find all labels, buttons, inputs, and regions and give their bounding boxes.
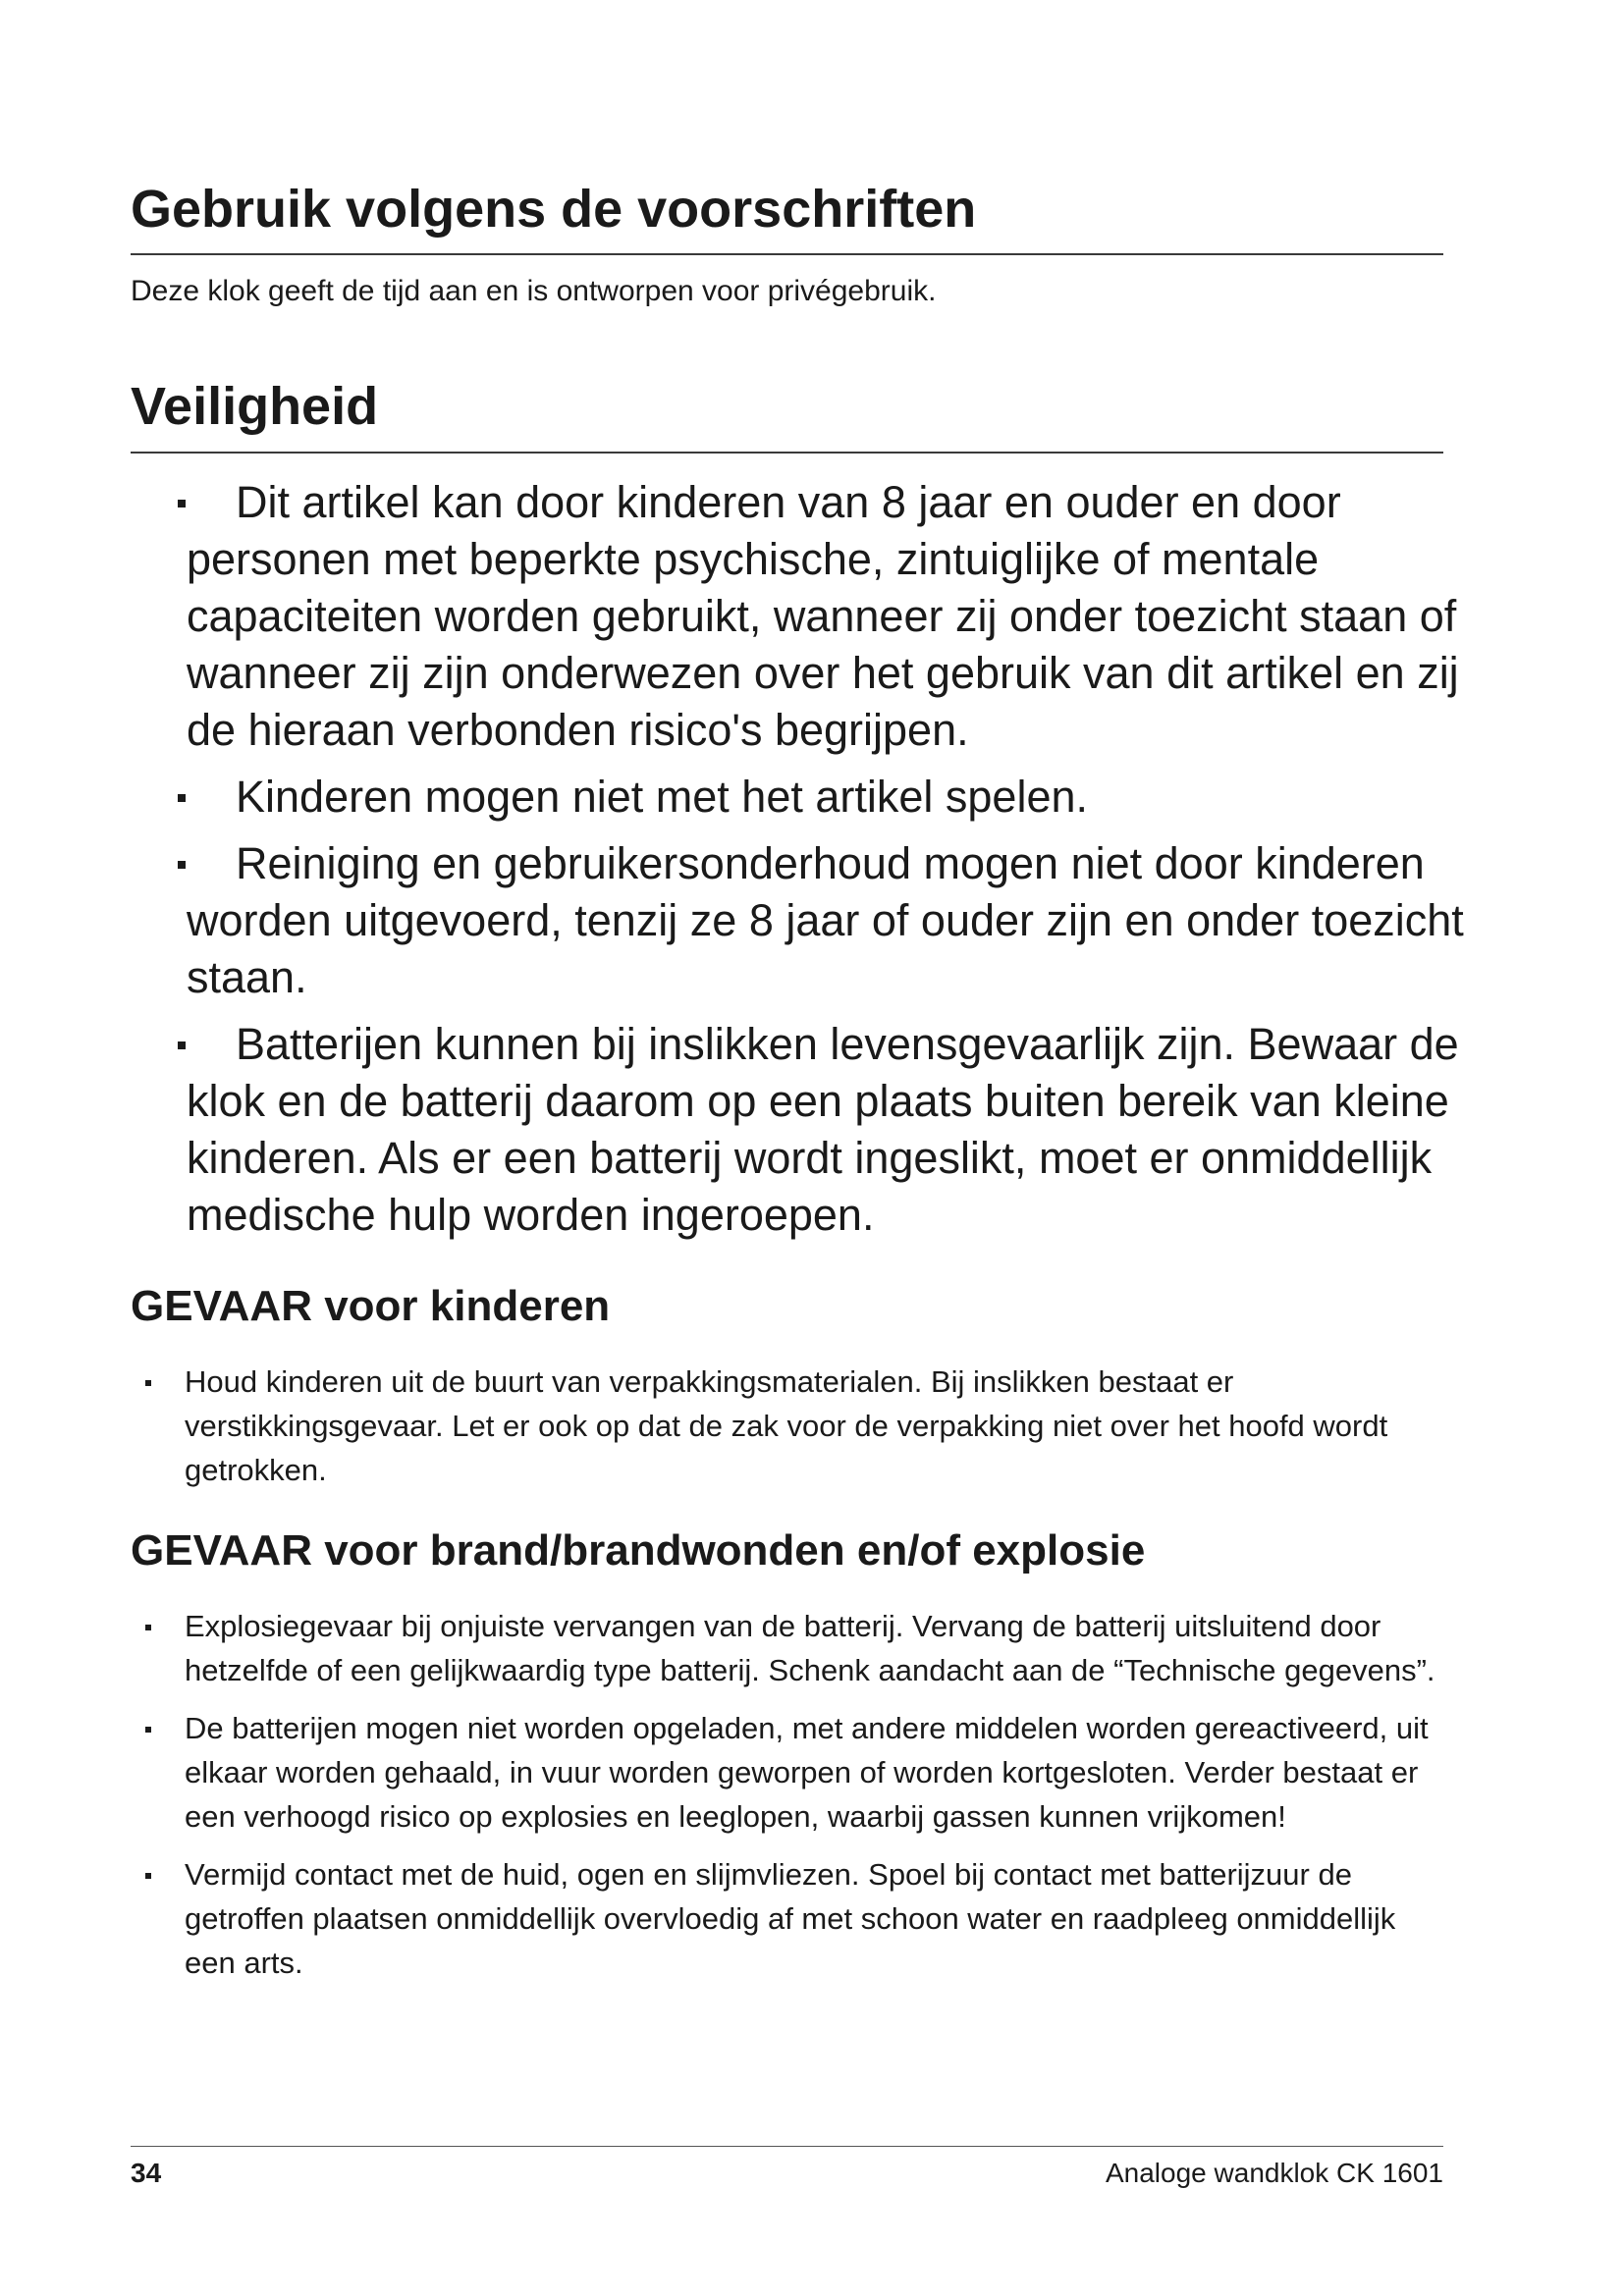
section-title-intended-use: Gebruik volgens de voorschriften xyxy=(131,180,977,239)
bullet-icon xyxy=(145,1380,151,1386)
section-title-danger-children: GEVAAR voor kinderen xyxy=(131,1282,611,1330)
title-rule xyxy=(131,452,1443,454)
bullet-icon xyxy=(178,1041,186,1049)
section-title-safety: Veiligheid xyxy=(131,377,379,436)
bullet-icon xyxy=(178,861,186,869)
list-item: Explosiegevaar bij onjuiste vervangen van de batterij. Vervang de batterij uitsluitend door hetzelfde of een gelijkwaardig type batterij. Schenk aandacht aan de “Technische gegevens”. xyxy=(185,1604,1451,1692)
list-item: De batterijen mogen niet worden opgeladen, met andere middelen worden gereactiveerd, uit elkaar worden gehaald, in vuur worden geworpen of worden kortgesloten. Verder bestaat er een verhoogd risico op explosies en leeglopen, waarbij gassen kunnen vrijkomen! xyxy=(185,1706,1451,1839)
bullet-icon xyxy=(145,1873,151,1879)
list-item: Vermijd contact met de huid, ogen en slijmvliezen. Spoel bij contact met batterijzuur de getroffen plaatsen onmiddellijk overvloedig af met schoon water en raadpleeg onmiddellijk een arts. xyxy=(185,1852,1451,1985)
page-number: 34 xyxy=(131,2158,162,2188)
danger-fire-list xyxy=(185,1604,1451,1999)
footer-rule xyxy=(131,2146,1443,2147)
footer-product-name: Analoge wandklok CK 1601 xyxy=(1105,2158,1443,2188)
bullet-icon xyxy=(145,1727,151,1733)
danger-children-list xyxy=(185,1360,1451,1506)
list-item: Houd kinderen uit de buurt van verpakkingsmaterialen. Bij inslikken bestaat er verstikkingsgevaar. Let er ook op dat de zak voor de verpakking niet over het hoofd wordt getrokken. xyxy=(185,1360,1451,1492)
list-item: Dit artikel kan door kinderen van 8 jaar en ouder en door personen met beperkte psychische, zintuiglijke of mentale capaciteiten worden gebruikt, wanneer zij onder toezicht staan of wanneer zij zijn onderwezen over het gebruik van dit artikel en zij de hieraan verbonden risico's begrijpen. xyxy=(187,474,1492,759)
list-item: Batterijen kunnen bij inslikken levensgevaarlijk zijn. Bewaar de klok en de batterij daarom op een plaats buiten bereik van kleine kinderen. Als er een batterij wordt ingeslikt, moet er onmiddellijk medische hulp worden ingeroepen. xyxy=(187,1016,1492,1244)
section-title-danger-fire-explosion: GEVAAR voor brand/brandwonden en/of explosie xyxy=(131,1526,1146,1575)
safety-list xyxy=(187,474,1492,1254)
intended-use-text: Deze klok geeft de tijd aan en is ontworpen voor privégebruik. xyxy=(131,275,937,307)
title-rule xyxy=(131,253,1443,255)
bullet-icon xyxy=(145,1625,151,1630)
bullet-icon xyxy=(178,794,186,802)
bullet-icon xyxy=(178,500,186,507)
list-item: Kinderen mogen niet met het artikel spelen. xyxy=(187,769,1492,826)
list-item: Reiniging en gebruikersonderhoud mogen niet door kinderen worden uitgevoerd, tenzij ze 8 jaar of ouder zijn en onder toezicht staan. xyxy=(187,835,1492,1006)
